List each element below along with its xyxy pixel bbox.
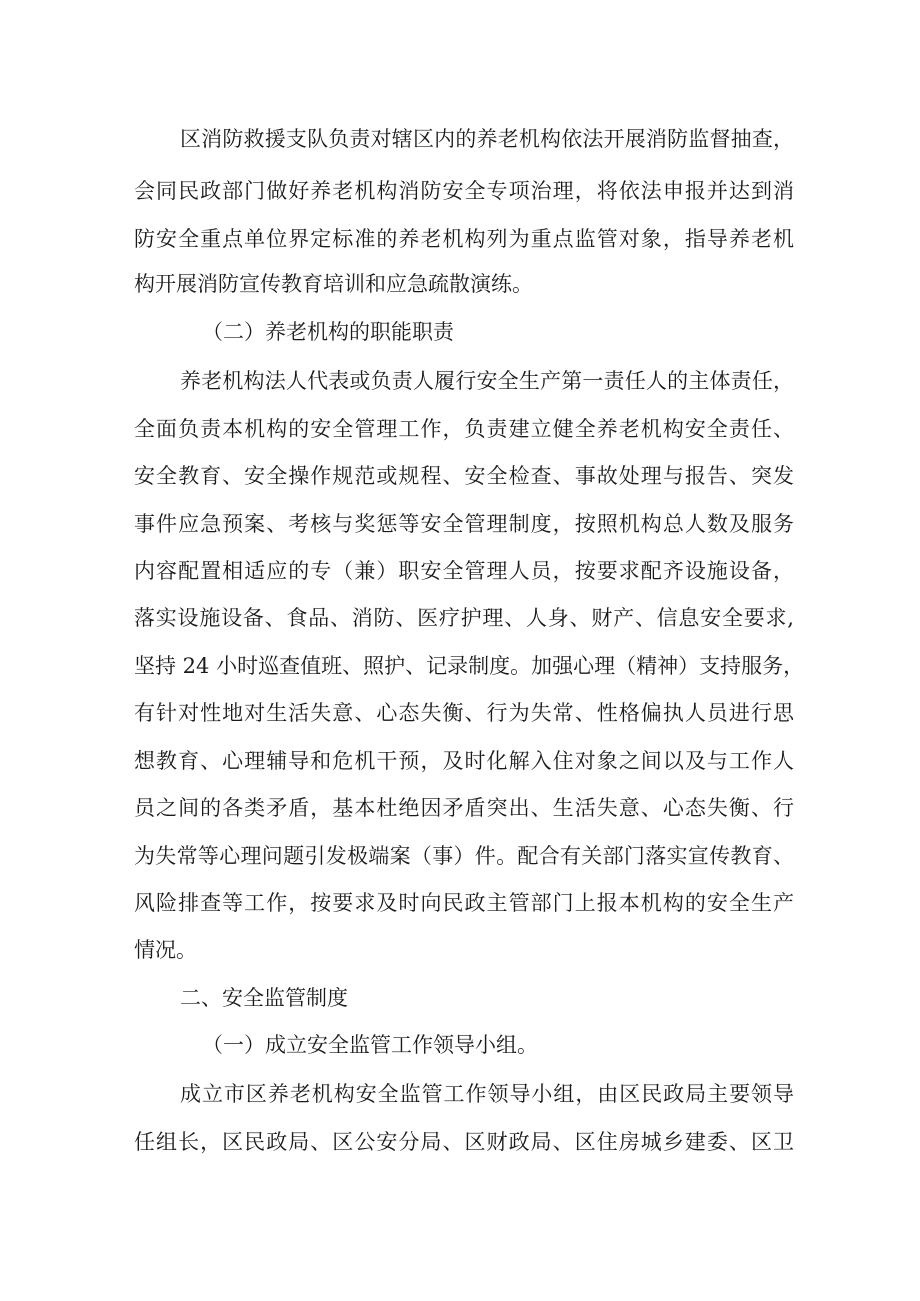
paragraph-line: 区消防救援支队负责对辖区内的养老机构依法开展消防监督抽查， <box>180 127 794 151</box>
paragraph-line: 成立市区养老机构安全监管工作领导小组，由区民政局主要领导 <box>180 1082 794 1106</box>
paragraph-line: 会同民政部门做好养老机构消防安全专项治理，将依法申报并达到消 <box>134 179 794 203</box>
paragraph-line: 坚持 24 小时巡查值班、照护、记录制度。加强心理（精神）支持服务， <box>134 654 805 678</box>
section-heading-2: （一）成立安全监管工作领导小组。 <box>202 1033 538 1057</box>
paragraph-line: 任组长，区民政局、区公安分局、区财政局、区住房城乡建委、区卫 <box>134 1130 794 1154</box>
paragraph-line: 安全教育、安全操作规范或规程、安全检查、事故处理与报告、突发 <box>134 464 794 488</box>
section-heading-2: （二）养老机构的职能职责 <box>202 320 454 344</box>
paragraph-line: 员之间的各类矛盾，基本杜绝因矛盾突出、生活失意、心态失衡、行 <box>134 796 794 820</box>
paragraph-line: 风险排查等工作，按要求及时向民政主管部门上报本机构的安全生产 <box>134 891 794 915</box>
paragraph-line: 养老机构法人代表或负责人履行安全生产第一责任人的主体责任， <box>180 369 794 393</box>
paragraph-line: 全面负责本机构的安全管理工作，负责建立健全养老机构安全责任、 <box>134 417 794 441</box>
paragraph-line: 事件应急预案、考核与奖惩等安全管理制度，按照机构总人数及服务 <box>134 512 794 536</box>
paragraph-line: 落实设施设备、食品、消防、医疗护理、人身、财产、信息安全要求, <box>134 606 794 630</box>
section-heading-1: 二、安全监管制度 <box>180 986 348 1010</box>
paragraph-line: 防安全重点单位界定标准的养老机构列为重点监管对象，指导养老机 <box>134 227 794 251</box>
paragraph-line: 内容配置相适应的专（兼）职安全管理人员，按要求配齐设施设备， <box>134 559 794 583</box>
paragraph-line: 情况。 <box>134 938 197 962</box>
paragraph-line: 想教育、心理辅导和危机干预，及时化解入住对象之间以及与工作人 <box>134 749 794 773</box>
paragraph-line: 构开展消防宣传教育培训和应急疏散演练。 <box>134 272 533 296</box>
paragraph-line: 有针对性地对生活失意、心态失衡、行为失常、性格偏执人员进行思 <box>134 701 794 725</box>
paragraph-line: 为失常等心理问题引发极端案（事）件。配合有关部门落实宣传教育、 <box>134 844 794 868</box>
